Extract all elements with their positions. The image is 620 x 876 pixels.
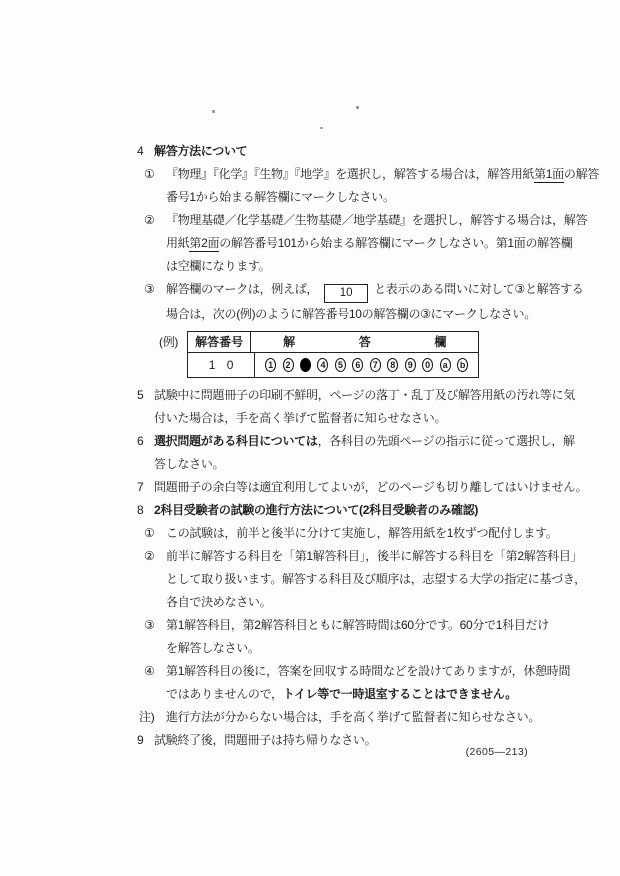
text-line: 選択問題がある科目については，各科目の先頭ページの指示に従って選択し，解 (154, 434, 575, 448)
scan-speckle (356, 106, 359, 109)
text-line: ではありませんので，トイレ等で一時退室することはできません。 (166, 687, 517, 701)
item-text (166, 163, 599, 209)
text-line: を解答しなさい。 (166, 641, 260, 655)
item-text (154, 384, 575, 430)
mark-bubble: 8 (387, 358, 398, 372)
item-marker: ③ (144, 618, 155, 632)
doc-item (144, 545, 586, 614)
text-line: 試験終了後，問題冊子は持ち帰りなさい。 (154, 733, 377, 747)
header-answer-field (251, 332, 478, 352)
text-line: 第1解答科目，第2解答科目ともに解答時間は60分です。60分で1科目だけ (166, 618, 549, 632)
item-marker: 9 (137, 733, 144, 747)
item-marker: 4 (137, 144, 144, 158)
item-marker: 5 (137, 388, 144, 402)
doc-item (137, 140, 567, 163)
item-marker: ② (144, 213, 155, 227)
item-marker: 注) (139, 710, 155, 724)
example-label: (例) (159, 335, 179, 349)
item-text (166, 545, 586, 614)
doc-item (144, 614, 567, 660)
mark-bubble: a (440, 358, 451, 372)
header-answer-char: 欄 (434, 334, 447, 349)
item-text (154, 499, 567, 522)
doc-item (144, 278, 584, 326)
item-text (166, 278, 584, 326)
doc-item (137, 476, 588, 499)
answer-example-table (187, 331, 479, 378)
doc-item (137, 499, 567, 522)
mark-bubble: 2 (283, 358, 294, 372)
mark-bubble: 7 (370, 358, 381, 372)
doc-item (139, 706, 567, 729)
mark-bubble: 4 (317, 358, 328, 372)
mark-bubble: 5 (335, 358, 346, 372)
text-line: 進行方法が分からない場合は，手を高く挙げて監督者に知らせなさい。 (166, 710, 541, 724)
text-line: 前半に解答する科目を「第1解答科目」，後半に解答する科目を「第2解答科目」 (166, 549, 583, 563)
item-marker: ④ (144, 664, 155, 678)
doc-item (144, 660, 571, 706)
item-text (154, 476, 588, 499)
item-text (166, 660, 571, 706)
text-line: 場合は，次の(例)のように解答番号10の解答欄の③にマークしなさい。 (166, 307, 536, 321)
header-answer-char: 解 (283, 334, 295, 349)
doc-items-bottom (137, 384, 588, 752)
text-line: 付いた場合は，手を高く挙げて監督者に知らせなさい。 (154, 411, 447, 425)
item-marker: ② (144, 549, 155, 563)
doc-item (137, 430, 575, 476)
item-marker: ③ (144, 282, 155, 296)
doc-item (144, 163, 599, 209)
text-line: 試験中に問題冊子の印刷不鮮明，ページの落丁・乱丁及び解答用紙の汚れ等に気 (154, 388, 575, 402)
text-line: 解答欄のマークは，例えば， 10 と表示のある問いに対して③と解答する (166, 278, 567, 303)
text-line: 番号1から始まる解答欄にマークしなさい。 (166, 190, 395, 204)
example-table-header (188, 332, 478, 352)
text-line: 『物理』『化学』『生物』『地学』を選択し，解答する場合は，解答用紙第1面の解答 (166, 167, 599, 181)
item-marker: 7 (137, 480, 144, 494)
text-line: 2科目受験者の試験の進行方法について(2科目受験者のみ確認) (154, 503, 479, 517)
item-text (166, 209, 588, 278)
item-text (166, 522, 567, 545)
text-line: 用紙第2面の解答番号101から始まる解答欄にマークしなさい。第1面の解答欄 (166, 236, 573, 250)
text-line: 答しなさい。 (154, 457, 225, 471)
text-line: この試験は，前半と後半に分けて実施し，解答用紙を1枚ずつ配付します。 (166, 526, 558, 540)
item-marker: ① (144, 167, 155, 181)
doc-item (144, 209, 588, 278)
item-text (166, 706, 567, 729)
doc-item (144, 522, 567, 545)
item-marker: ① (144, 526, 155, 540)
item-marker: 8 (137, 503, 144, 517)
mark-bubble: b (457, 358, 468, 372)
text-line: 問題冊子の余白等は適宜利用してよいが，どのページも切り離してはいけません。 (154, 480, 588, 494)
example-table-row (188, 352, 478, 377)
mark-bubble: 0 (422, 358, 433, 372)
text-line: 解答方法について (154, 144, 248, 158)
example-block (159, 331, 567, 378)
text-line: として取り扱います。解答する科目及び順序は，志望する大学の指定に基づき， (166, 572, 586, 586)
mark-bubble: 6 (352, 358, 363, 372)
mark-bubble: 1 (265, 358, 276, 372)
header-answer-number: 解答番号 (188, 332, 251, 352)
scan-speckle (320, 127, 323, 129)
mark-bubble: 9 (405, 358, 416, 372)
document-body (137, 140, 599, 752)
text-line: は空欄になります。 (166, 259, 271, 273)
answer-number-cell: 1 0 (188, 353, 255, 377)
mark-bubble-filled (300, 358, 311, 372)
text-line: 第1解答科目の後に，答案を回収する時間などを設けてありますが，休憩時間 (166, 664, 571, 678)
header-answer-char: 答 (358, 334, 371, 349)
mark-bubbles (255, 353, 478, 377)
text-line: 『物理基礎／化学基礎／生物基礎／地学基礎』を選択し，解答する場合は，解答 (166, 213, 588, 227)
doc-items-top (137, 140, 599, 326)
answer-number-box: 10 (324, 284, 368, 303)
page-code: (2605—213) (465, 746, 528, 758)
text-line: 各自で決めなさい。 (166, 595, 272, 609)
scan-speckle (212, 110, 215, 113)
item-text (154, 140, 567, 163)
doc-item (137, 384, 575, 430)
item-text (166, 614, 567, 660)
item-text (154, 430, 575, 476)
item-marker: 6 (137, 434, 144, 448)
